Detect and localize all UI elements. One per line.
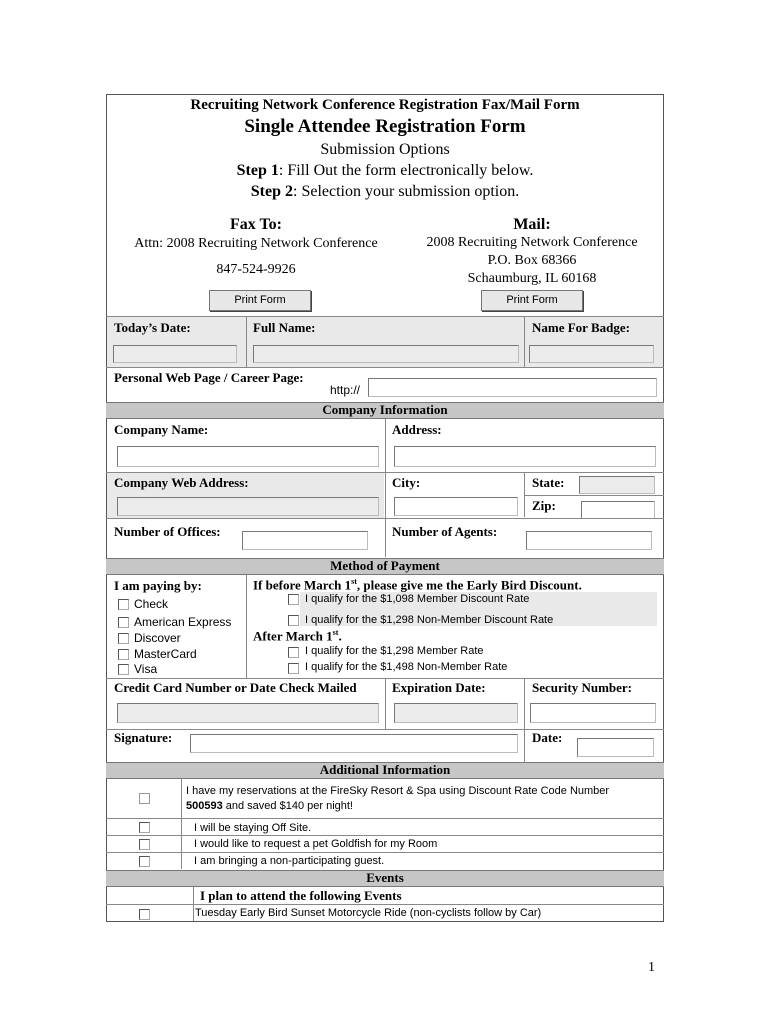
submission-options-label: Submission Options <box>320 141 450 158</box>
offsite-checkbox[interactable] <box>139 822 150 833</box>
card-number-label: Credit Card Number or Date Check Mailed <box>114 680 357 695</box>
mail-address-line-2: P.O. Box 68366 <box>487 253 577 268</box>
discover-label: Discover <box>134 631 181 645</box>
visa-label: Visa <box>134 662 158 676</box>
city-label: City: <box>392 475 421 490</box>
todays-date-label: Today’s Date: <box>114 320 191 335</box>
fax-attn: Attn: 2008 Recruiting Network Conference <box>134 236 378 251</box>
agents-field[interactable] <box>526 531 652 550</box>
badge-name-field[interactable] <box>529 345 654 363</box>
early-nonmember-label: I qualify for the $1,298 Non-Member Discount Rate <box>305 614 554 626</box>
expiration-field[interactable] <box>394 703 518 723</box>
company-name-label: Company Name: <box>114 422 209 437</box>
events-header: Events <box>106 870 664 887</box>
events-heading: I plan to attend the following Events <box>200 888 402 903</box>
agents-label: Number of Agents: <box>392 524 498 539</box>
fax-number: 847-524-9926 <box>216 262 296 277</box>
motorcycle-ride-label: Tuesday Early Bird Sunset Motorcycle Ride (non-cyclists follow by Car) <box>195 907 542 919</box>
mastercard-checkbox[interactable] <box>118 649 129 660</box>
offices-label: Number of Offices: <box>114 524 221 539</box>
early-nonmember-checkbox[interactable] <box>288 615 299 626</box>
check-checkbox[interactable] <box>118 599 129 610</box>
guest-label: I am bringing a non-participating guest. <box>194 855 385 867</box>
full-name-field[interactable] <box>253 345 519 363</box>
offices-field[interactable] <box>242 531 368 550</box>
mastercard-label: MasterCard <box>134 647 197 661</box>
web-page-field[interactable] <box>368 378 657 397</box>
state-field[interactable] <box>579 476 655 494</box>
guest-checkbox[interactable] <box>139 856 150 867</box>
regular-member-checkbox[interactable] <box>288 647 299 658</box>
company-name-field[interactable] <box>117 446 379 467</box>
company-info-header: Company Information <box>106 402 664 419</box>
signature-label: Signature: <box>114 730 173 745</box>
zip-field[interactable] <box>581 501 655 519</box>
fax-heading: Fax To: <box>229 216 282 233</box>
mail-address-line-1: 2008 Recruiting Network Conference <box>426 235 638 250</box>
regular-member-label: I qualify for the $1,298 Member Rate <box>305 645 484 657</box>
signature-field[interactable] <box>190 734 518 753</box>
state-label: State: <box>532 475 565 490</box>
date-field[interactable] <box>577 738 654 757</box>
goldfish-checkbox[interactable] <box>139 839 150 850</box>
badge-name-label: Name For Badge: <box>532 320 630 335</box>
todays-date-field[interactable] <box>113 345 237 363</box>
motorcycle-ride-checkbox[interactable] <box>139 909 150 920</box>
form-subtitle-line: Recruiting Network Conference Registration Fax/Mail Form <box>190 97 580 113</box>
discover-checkbox[interactable] <box>118 633 129 644</box>
address-field[interactable] <box>394 446 656 467</box>
amex-label: American Express <box>134 615 232 629</box>
page-number: 1 <box>648 960 655 975</box>
paying-by-label: I am paying by: <box>114 578 202 593</box>
additional-info-header: Additional Information <box>106 762 664 779</box>
amex-checkbox[interactable] <box>118 617 129 628</box>
early-member-checkbox[interactable] <box>288 594 299 605</box>
mail-heading: Mail: <box>513 216 551 233</box>
step-2-text: Step 2: Selection your submission option. <box>250 183 520 200</box>
expiration-label: Expiration Date: <box>392 680 486 695</box>
print-form-fax-button[interactable]: Print Form <box>209 290 311 311</box>
visa-checkbox[interactable] <box>118 664 129 675</box>
company-web-label: Company Web Address: <box>114 475 249 490</box>
regular-nonmember-label: I qualify for the $1,498 Non-Member Rate <box>305 661 508 673</box>
step-1-text: Step 1: Fill Out the form electronically below. <box>236 162 534 179</box>
zip-label: Zip: <box>532 498 556 513</box>
full-name-label: Full Name: <box>253 320 316 335</box>
early-bird-heading: If before March 1st, please give me the Early Bird Discount. <box>253 577 582 593</box>
print-form-mail-button[interactable]: Print Form <box>481 290 583 311</box>
card-number-field[interactable] <box>117 703 379 723</box>
reservation-text: I have my reservations at the FireSky Resort & Spa using Discount Rate Code Number <box>186 785 610 797</box>
reservation-checkbox[interactable] <box>139 793 150 804</box>
security-field[interactable] <box>530 703 656 723</box>
early-member-label: I qualify for the $1,098 Member Discount Rate <box>305 593 530 605</box>
security-label: Security Number: <box>532 680 633 695</box>
company-web-field[interactable] <box>117 497 379 516</box>
http-prefix: http:// <box>330 383 361 397</box>
goldfish-label: I would like to request a pet Goldfish for my Room <box>194 838 438 850</box>
mail-address-line-3: Schaumburg, IL 60168 <box>467 271 597 286</box>
reservation-code-text: 500593 and saved $140 per night! <box>186 800 353 812</box>
after-march-heading: After March 1st. <box>253 628 342 644</box>
web-page-label: Personal Web Page / Career Page: <box>114 370 304 385</box>
offsite-label: I will be staying Off Site. <box>194 822 312 834</box>
address-label: Address: <box>392 422 442 437</box>
city-field[interactable] <box>394 497 518 516</box>
regular-nonmember-checkbox[interactable] <box>288 663 299 674</box>
date-label: Date: <box>532 730 563 745</box>
payment-header: Method of Payment <box>106 558 664 575</box>
check-label: Check <box>134 597 169 611</box>
page-title: Single Attendee Registration Form <box>244 116 526 137</box>
